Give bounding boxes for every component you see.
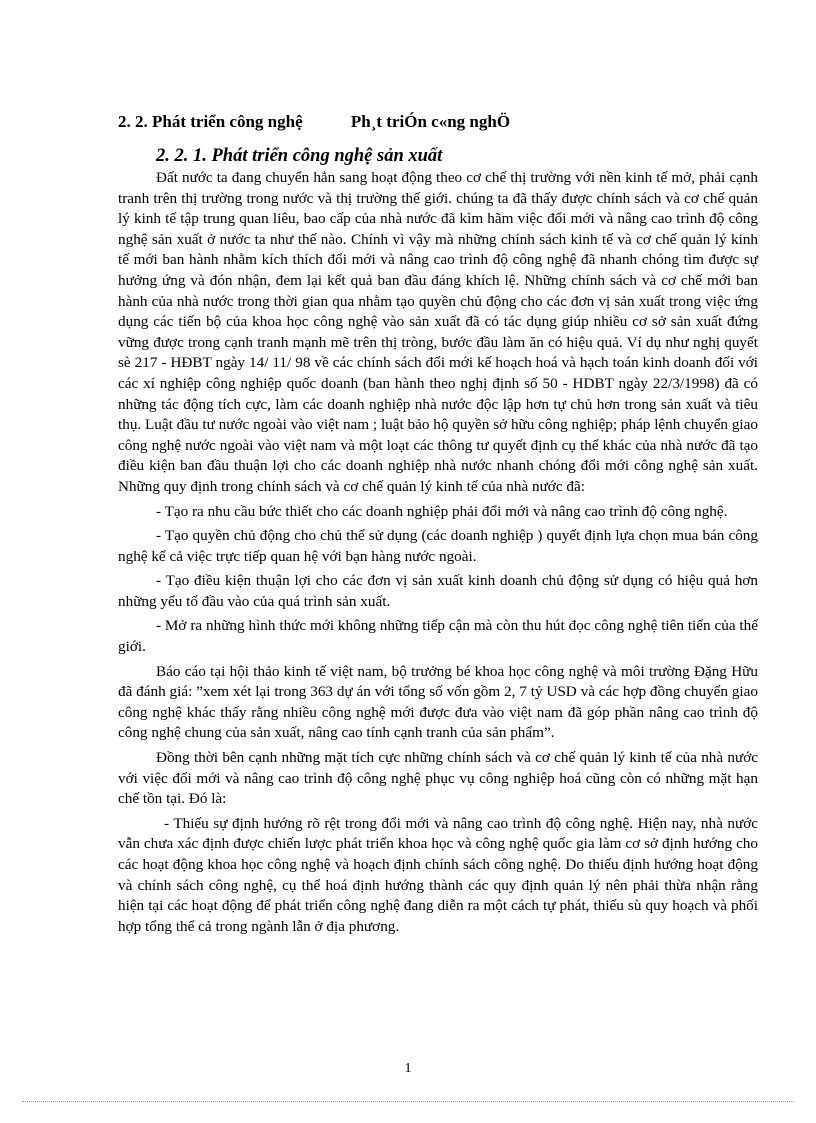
page-number: 1 xyxy=(404,1061,412,1076)
section-heading xyxy=(118,112,510,132)
section-number: 2. 2. xyxy=(118,112,148,131)
bullet-item: - Mở ra những hình thức mới không những tiếp cận mà còn thu hút đọc công nghệ tiên tiến của thế giới. xyxy=(118,617,758,656)
bullet-item: - Tạo ra nhu cầu bức thiết cho các doanh nghiệp phải đổi mới và nâng cao trình độ công nghệ. xyxy=(156,502,728,520)
subsection-heading: 2. 2. 1. Phát triển công nghệ sản xuất xyxy=(156,146,443,166)
bullet-item: - Thiếu sự định hướng rõ rệt trong đổi mới và nâng cao trình độ công nghệ. Hiện nay, nhà nước vẫn chưa xác định được chiến lược phát triển khoa học và công nghệ quốc gia làm cơ sở định hướng cho các hoạt động khoa học công nghệ và hoạch định chính sách công nghệ. Do thiếu định hướng hoạt động và chính sách công nghệ, cụ thể hoá định hướng thành các quy định quản lý nên phải thừa nhận rằng hiện tại các hoạt động để phát triển công nghệ đang diễn ra một cách tự phát, thiếu sù quy hoạch và phối hợp tổng thể cả trong ngành lẫn ở địa phương. xyxy=(118,814,758,935)
paragraph-report: Báo cáo tại hội thảo kinh tế việt nam, bộ trưởng bé khoa học công nghệ và môi trường Đặng Hữu đã đánh giá: ”xem xét lại trong 363 dự án với tổng số vốn gồm 2, 7 tỷ USD và các hợp đồng chuyển giao công nghệ khác thấy rằng nhiều công nghệ mới được đưa vào việt nam đã góp phần nâng cao trình độ công nghệ chung của sản xuất, nâng cao tính cạnh tranh của sản phẩm”. xyxy=(118,662,758,742)
paragraph-limitations: Đồng thời bên cạnh những mặt tích cực những chính sách và cơ chế quản lý kinh tế của nhà nước với việc đổi mới và nâng cao trình độ công nghệ phục vụ công nghiệp hoá cũng còn có những mặt hạn chế tồn tại. Đó là: xyxy=(118,749,758,808)
footer-divider xyxy=(22,1101,794,1102)
paragraph-intro: Đất nước ta đang chuyển hẳn sang hoạt động theo cơ chế thị trường với nền kinh tế mở, phải cạnh tranh trên thị trường trong nước và thị trường thế giới. chúng ta đã thấy được chính sách và cơ chế quản lý kinh tế tập trung quan liêu, bao cấp của nhà nước đã kìm hãm việc đổi mới và nâng cao trình độ công nghệ sản xuất ở nước ta như thế nào. Chính vì vậy mà những chính sách kinh tế và cơ chế quản lý kinh tế mới ban hành nhằm kích thích đổi mới và nâng cao trình độ công nghệ đã nhanh chóng tìm được sự hưởng ứng và đón nhận, đem lại kết quả ban đầu đáng khích lệ. Những chính sách và cơ chế mới ban hành của nhà nước trong thời gian qua nhằm tạo quyền chủ động cho các đơn vị sản xuất trong việc ứng dụng các tiến bộ của khoa học công nghệ vào sản xuất đã có tác dụng giúp nhiều cơ sở sản xuất đứng vững được trong cạnh tranh mạnh mẽ trên thị tròng, bước đầu làm ăn có hiệu quả. Ví dụ như nghị quyết sè 217 - HĐBT ngày 14/ 11/ 98 về các chính sách đổi mới kế hoạch hoá và hạch toán kinh doanh đối với các xí nghiệp công nghiệp quốc doanh (ban hành theo nghị định số 50 - HDBT ngày 22/3/1998) đã có những tác động tích cực, làm các doanh nghiệp nhà nước độc lập hơn tự chủ hơn trong sản xuất và tiêu thụ. Luật đầu tư nước ngoài vào việt nam ; luật bảo hộ quyền sở hữu công nghiệp; pháp lệnh chuyển giao công nghệ nước ngoài vào việt nam và một loạt các thông tư quyết định cụ thể khác của nhà nước đã tạo điều kiện ban đầu thuận lợi cho các doanh nghiệp nhà nước nhanh chóng đổi mới công nghệ sản xuất. Những quy định trong chính sách và cơ chế quản lý kinh tế của nhà nước đã: xyxy=(118,169,758,495)
section-title: Phát triển công nghệ xyxy=(152,112,303,131)
section-title-garbled: Ph¸t triÓn c«ng nghÖ xyxy=(350,112,511,131)
body-text xyxy=(118,168,758,937)
bullet-item: - Tạo điều kiện thuận lợi cho các đơn vị sản xuất kinh doanh chủ động sử dụng có hiệu quả hơn những yếu tố đầu vào của quá trình sản xuất. xyxy=(118,572,758,610)
bullet-item: - Tạo quyền chủ động cho chủ thể sử dụng (các doanh nghiệp ) quyết định lựa chọn mua bán công nghệ kể cả việc trực tiếp quan hệ với bạn hàng nước ngoài. xyxy=(118,527,758,565)
